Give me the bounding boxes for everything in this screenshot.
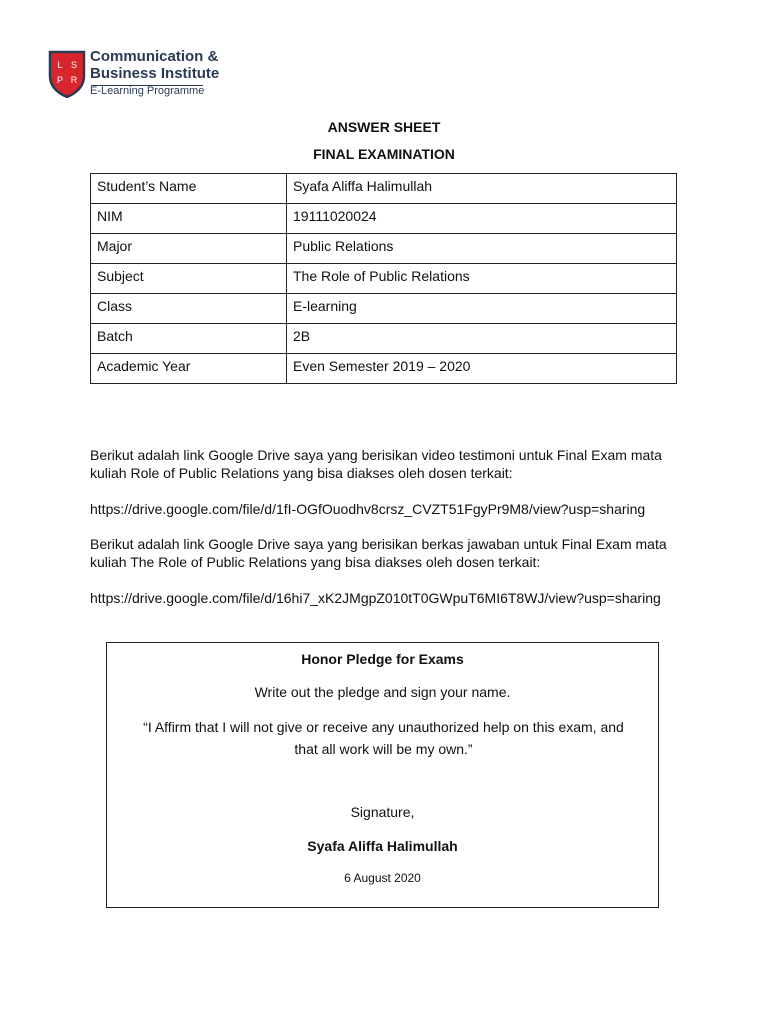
row-value: Even Semester 2019 – 2020 xyxy=(287,354,677,384)
page-subtitle: FINAL EXAMINATION xyxy=(313,146,455,162)
signature-label: Signature, xyxy=(350,804,415,820)
institute-logo xyxy=(48,48,218,104)
table-row xyxy=(91,174,677,204)
table-row xyxy=(91,324,677,354)
logo-letter-p: P xyxy=(56,75,64,85)
table-row xyxy=(91,294,677,324)
answer-link-intro: Berikut adalah link Google Drive saya yang berisikan berkas jawaban untuk Final Exam mata kuliah The Role of Public Relations yang bisa diakses oleh dosen terkait: xyxy=(90,536,667,570)
logo-line-2: Business Institute xyxy=(90,65,220,82)
logo-divider xyxy=(91,85,203,86)
page-title: ANSWER SHEET xyxy=(327,119,441,135)
logo-letter-s: S xyxy=(70,60,78,70)
answer-drive-link[interactable]: https://drive.google.com/file/d/16hi7_xK2JMgpZ010tT0GWpuT6MI6T8WJ/view?usp=sharing xyxy=(90,590,661,606)
signature-name: Syafa Aliffa Halimullah xyxy=(307,838,458,854)
logo-letter-r: R xyxy=(70,75,78,85)
student-info-table xyxy=(90,173,677,384)
signature-date: 6 August 2020 xyxy=(344,871,421,885)
table-row xyxy=(91,204,677,234)
video-link-intro: Berikut adalah link Google Drive saya yang berisikan video testimoni untuk Final Exam mata kuliah Role of Public Relations yang bisa diakses oleh dosen terkait: xyxy=(90,447,662,481)
pledge-instruction: Write out the pledge and sign your name. xyxy=(254,684,511,700)
row-label: NIM xyxy=(91,204,287,234)
row-value: E-learning xyxy=(287,294,677,324)
logo-line-3: E-Learning Programme xyxy=(90,85,205,97)
pledge-quote: “I Affirm that I will not give or receive any unauthorized help on this exam, and that all work will be my own.” xyxy=(143,719,624,757)
row-label: Academic Year xyxy=(91,354,287,384)
logo-line-1: Communication & xyxy=(90,48,219,65)
table-row xyxy=(91,264,677,294)
honor-pledge-box xyxy=(106,642,659,908)
video-drive-link[interactable]: https://drive.google.com/file/d/1fI-OGfOuodhv8crsz_CVZT51FgyPr9M8/view?usp=sharing xyxy=(90,501,646,517)
row-value: 19111020024 xyxy=(287,204,677,234)
row-value: Public Relations xyxy=(287,234,677,264)
table-row xyxy=(91,234,677,264)
table-row xyxy=(91,354,677,384)
row-label: Class xyxy=(91,294,287,324)
logo-wordmark xyxy=(90,48,219,98)
row-label: Subject xyxy=(91,264,287,294)
row-label: Student’s Name xyxy=(91,174,287,204)
row-value: 2B xyxy=(287,324,677,354)
lspr-shield-icon xyxy=(48,50,86,98)
logo-letter-l: L xyxy=(57,60,63,70)
row-value: Syafa Aliffa Halimullah xyxy=(287,174,677,204)
row-label: Batch xyxy=(91,324,287,354)
row-value: The Role of Public Relations xyxy=(287,264,677,294)
row-label: Major xyxy=(91,234,287,264)
pledge-title: Honor Pledge for Exams xyxy=(301,651,464,667)
